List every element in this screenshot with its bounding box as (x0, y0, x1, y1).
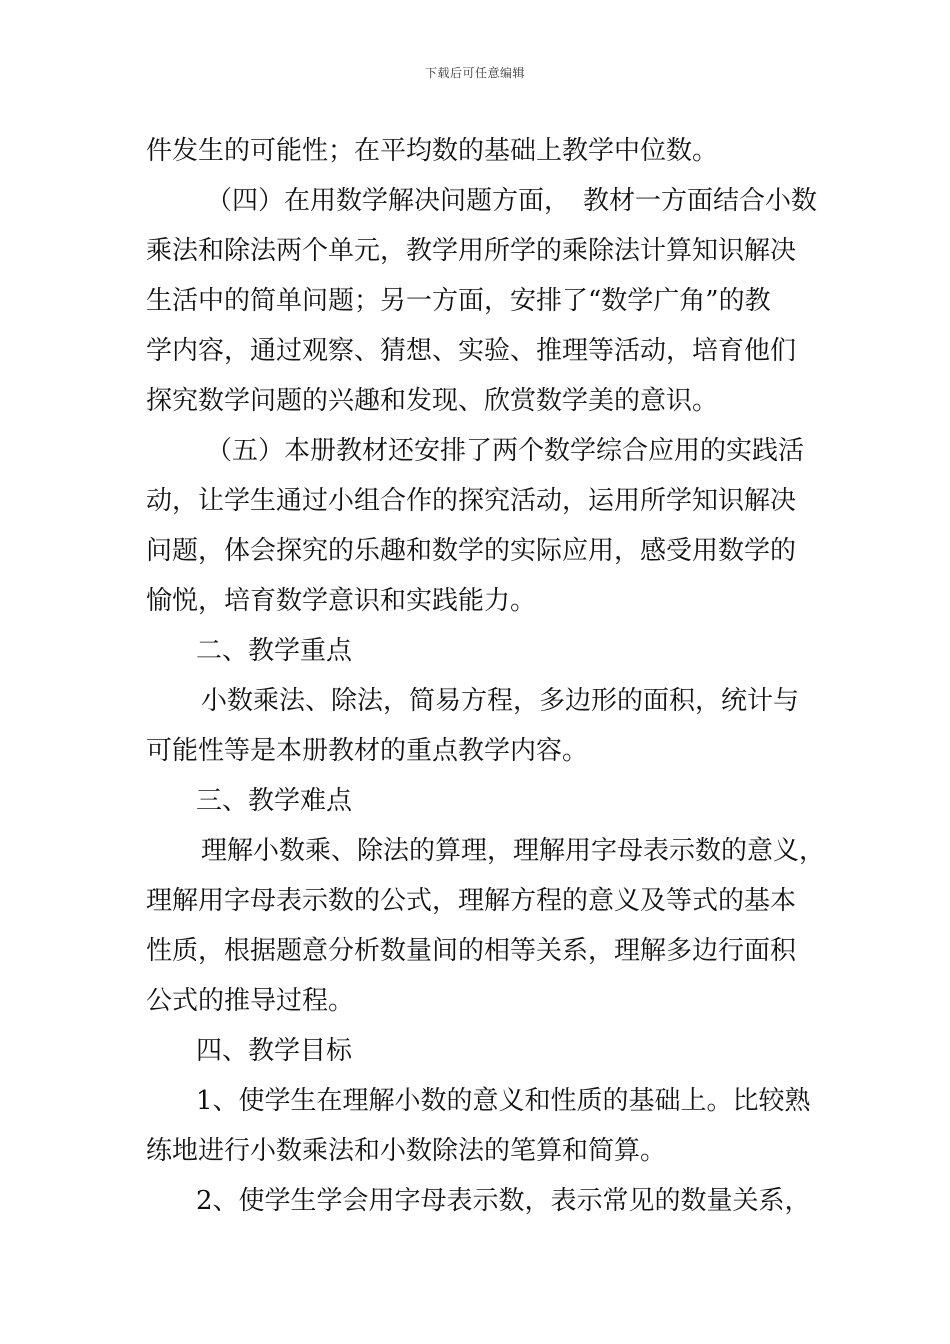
text-line: 件发生的可能性；在平均数的基础上教学中位数。 (146, 136, 719, 166)
text-line: 乘法和除法两个单元，教学用所学的乘除法计算知识解决 (146, 236, 797, 266)
text-line: 愉悦，培育数学意识和实践能力。 (146, 586, 537, 616)
text-line: 学内容，通过观察、猜想、实验、推理等活动，培育他们 (146, 336, 797, 366)
paragraph-4-start: （四）在用数学解决问题方面， 教材一方面结合小数 (206, 186, 818, 216)
text-line: 问题，体会探究的乐趣和数学的实际应用，感受用数学的 (146, 536, 797, 566)
page-header: 下载后可任意编辑 (424, 66, 525, 80)
section-heading-key-points: 二、教学重点 (196, 636, 353, 666)
document-body (146, 126, 826, 1226)
text-line: 公式的推导过程。 (146, 986, 355, 1016)
section-heading-objectives: 四、教学目标 (196, 1036, 353, 1066)
section-heading-difficulties: 三、教学难点 (196, 786, 353, 816)
key-points-start: 小数乘法、除法，简易方程，多边形的面积，统计与 (201, 686, 800, 716)
text-line: 生活中的简单问题；另一方面，安排了“数学广角”的教 (146, 286, 771, 316)
objective-1-start: 1、使学生在理解小数的意义和性质的基础上。比较熟 (196, 1086, 811, 1116)
objective-2-start: 2、使学生学会用字母表示数，表示常见的数量关系， (196, 1186, 811, 1216)
text-line: 理解用字母表示数的公式，理解方程的意义及等式的基本 (146, 886, 797, 916)
text-line: 动，让学生通过小组合作的探究活动，运用所学知识解决 (146, 486, 797, 516)
paragraph-5-start: （五）本册教材还安排了两个数学综合应用的实践活 (206, 436, 805, 466)
difficulties-start: 理解小数乘、除法的算理，理解用字母表示数的意义， (201, 836, 826, 866)
text-line: 可能性等是本册教材的重点教学内容。 (146, 736, 589, 766)
text-line: 性质，根据题意分析数量间的相等关系，理解多边行面积 (146, 936, 797, 966)
text-line: 探究数学问题的兴趣和发现、欣赏数学美的意识。 (146, 386, 719, 416)
text-line: 练地进行小数乘法和小数除法的笔算和简算。 (146, 1136, 667, 1166)
